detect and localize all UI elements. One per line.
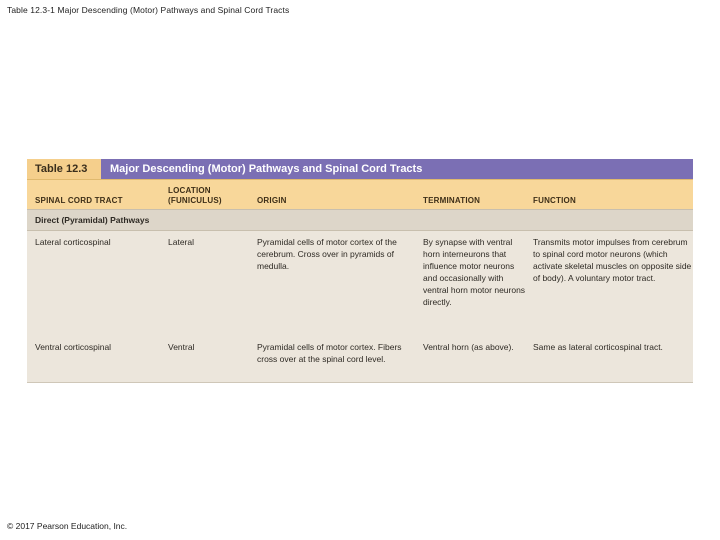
section-heading: Direct (Pyramidal) Pathways	[27, 209, 693, 231]
column-header-tract: SPINAL CORD TRACT	[35, 196, 123, 205]
cell-termination: By synapse with ventral horn interneurons that influence motor neurons and occasionally with ventral horn motor neurons directly.	[423, 237, 526, 307]
cell-location: Lateral	[168, 237, 194, 247]
cell-tract: Ventral corticospinal	[35, 342, 112, 352]
cell-function: Same as lateral corticospinal tract.	[533, 342, 663, 352]
table-row	[27, 337, 693, 383]
column-header-origin: ORIGIN	[257, 196, 287, 205]
slide-title: Table 12.3-1 Major Descending (Motor) Pathways and Spinal Cord Tracts	[7, 5, 290, 15]
column-header-function: FUNCTION	[533, 196, 576, 205]
copyright-notice: © 2017 Pearson Education, Inc.	[7, 521, 128, 531]
table-label: Table 12.3	[27, 159, 101, 179]
column-header-termination: TERMINATION	[423, 196, 481, 205]
column-header-location: LOCATION (FUNICULUS)	[168, 186, 222, 205]
table-row	[27, 231, 693, 337]
cell-tract: Lateral corticospinal	[35, 237, 111, 247]
cell-termination: Ventral horn (as above).	[423, 342, 514, 352]
cell-location: Ventral	[168, 342, 195, 352]
table-title: Major Descending (Motor) Pathways and Spinal Cord Tracts	[110, 163, 423, 175]
table-header-bar	[27, 159, 693, 179]
cell-origin: Pyramidal cells of motor cortex of the cerebrum. Cross over in pyramids of medulla.	[257, 237, 397, 271]
cell-origin: Pyramidal cells of motor cortex. Fibers cross over at the spinal cord level.	[257, 342, 402, 364]
column-header-row	[27, 179, 693, 209]
table-figure	[27, 159, 693, 383]
cell-function: Transmits motor impulses from cerebrum to spinal cord motor neurons (which activate skeletal muscles on opposite side of body). A voluntary motor tract.	[533, 237, 692, 283]
